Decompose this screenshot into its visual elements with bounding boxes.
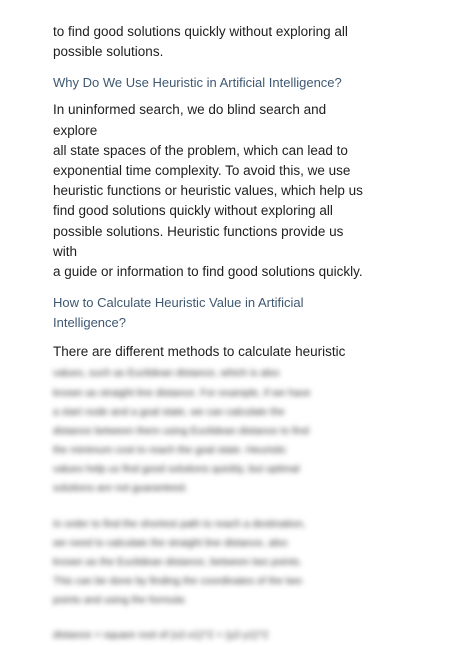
text-line: In order to find the shortest path to reach a destination, xyxy=(53,519,306,531)
blurred-paragraph-1 xyxy=(53,364,363,498)
text-line: find good solutions quickly without exploring all xyxy=(53,203,333,219)
text-line: possible solutions. Heuristic functions provide us with xyxy=(53,223,344,259)
intro-paragraph xyxy=(53,22,363,62)
article-body xyxy=(53,22,363,645)
heading-line: Intelligence? xyxy=(53,315,126,331)
text-line: points and using the formula: xyxy=(53,595,187,607)
text-line: a guide or information to find good solutions quickly. xyxy=(53,264,363,280)
text-line: a start node and a goal state, we can calculate the xyxy=(53,406,285,418)
text-line: solutions are not guaranteed. xyxy=(53,483,188,494)
text-line: values help us find good solutions quickly, but optimal xyxy=(53,463,300,475)
section1-paragraph xyxy=(53,100,363,282)
text-line: we need to calculate the straight line distance, also xyxy=(53,538,288,550)
section-heading-why: Why Do We Use Heuristic in Artificial Intelligence? xyxy=(53,75,342,91)
heading-line: How to Calculate Heuristic Value in Artificial xyxy=(53,295,304,311)
blurred-paragraph-2 xyxy=(53,515,363,610)
text-line: all state spaces of the problem, which can lead to xyxy=(53,142,348,158)
section-heading-how xyxy=(53,293,363,333)
text-line: exponential time complexity. To avoid this, we use xyxy=(53,163,351,179)
text-line: to find good solutions quickly without exploring all xyxy=(53,24,348,39)
text-line: known as straight line distance. For example, if we have xyxy=(53,387,311,399)
text-line: values, such as Euclidean distance, which is also xyxy=(53,368,280,380)
text-line: possible solutions. xyxy=(53,44,164,60)
text-line: In uninformed search, we do blind search and explore xyxy=(53,102,327,138)
text-line: heuristic functions or heuristic values, which help us xyxy=(53,183,363,199)
section2-first-line: There are different methods to calculate heuristic xyxy=(53,344,346,360)
blurred-formula: distance = square root of (x2-x1)^2 + (y2-y1)^2 xyxy=(53,629,269,641)
text-line: This can be done by finding the coordinates of the two xyxy=(53,576,302,588)
text-line: distance between them using Euclidean distance to find xyxy=(53,425,309,437)
text-line: the minimum cost to reach the goal state. Heuristic xyxy=(53,444,287,456)
text-line: known as the Euclidean distance, between two points. xyxy=(53,557,302,569)
